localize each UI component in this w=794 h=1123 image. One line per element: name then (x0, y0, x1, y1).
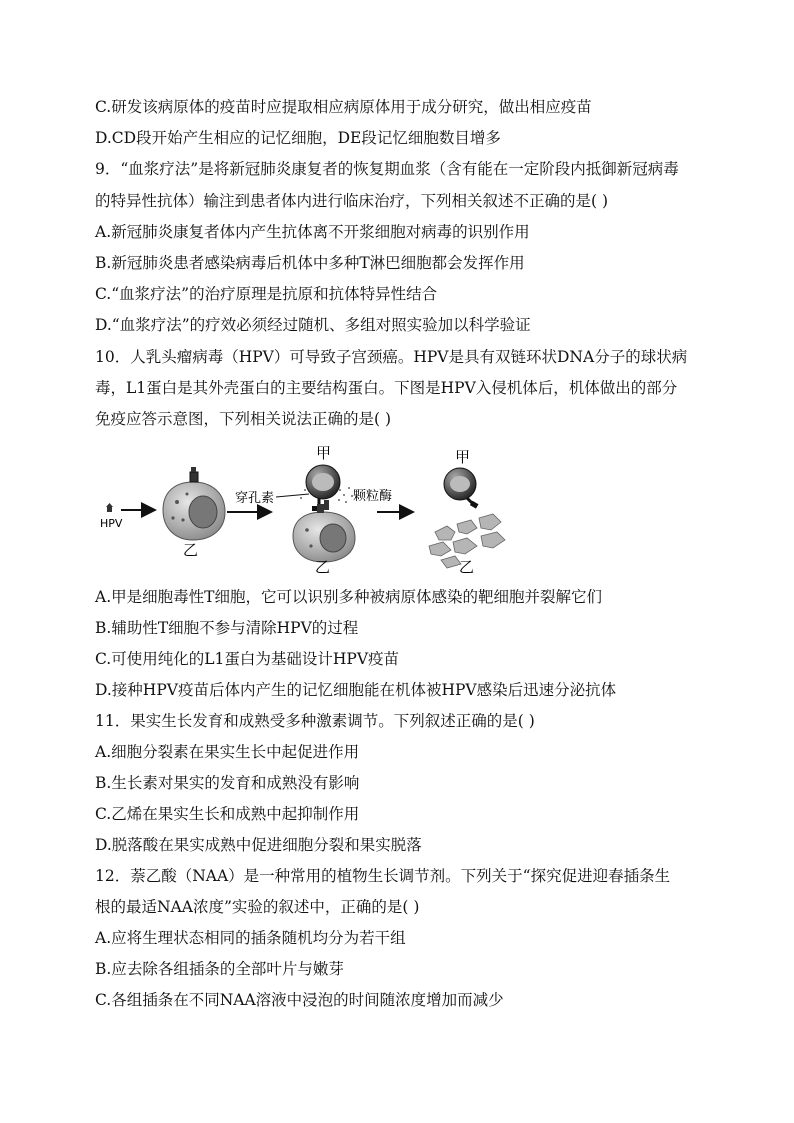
question-9-line2: 的特异性抗体）输注到患者体内进行临床治疗，下列相关叙述不正确的是( ) (95, 192, 609, 210)
option-9b: B.新冠肺炎患者感染病毒后机体中多种T淋巴细胞都会发挥作用 (95, 254, 525, 272)
question-10-line3: 免疫应答示意图，下列相关说法正确的是( ) (95, 410, 392, 428)
hpv-label: HPV (100, 517, 123, 530)
cytotoxic-t-cell-jia-2 (444, 468, 478, 509)
infected-cell-yi-1 (163, 467, 225, 540)
yi-label-1: 乙 (183, 541, 199, 559)
option-10a: A.甲是细胞毒性T细胞，它可以识别多种被病原体感染的靶细胞并裂解它们 (95, 588, 602, 606)
option-12a: A.应将生理状态相同的插条随机均分为若干组 (95, 929, 406, 947)
option-11d: D.脱落酸在果实成熟中促进细胞分裂和果实脱落 (95, 836, 422, 854)
question-9-line1: 9．“血浆疗法”是将新冠肺炎康复者的恢复期血浆（含有能在一定阶段内抵御新冠病毒 (95, 160, 679, 178)
question-12-line1: 12．萘乙酸（NAA）是一种常用的植物生长调节剂。下列关于“探究促进迎春插条生 (95, 867, 671, 885)
yi-label-2: 乙 (315, 558, 331, 575)
option-10b: B.辅助性T细胞不参与清除HPV的过程 (95, 619, 359, 637)
option-10c: C.可使用纯化的L1蛋白为基础设计HPV疫苗 (95, 650, 400, 668)
hpv-virus (106, 503, 113, 512)
infected-cell-yi-2 (293, 504, 355, 562)
perforin-label: 穿孔素 (235, 491, 275, 506)
question-10-line2: 毒，L1蛋白是其外壳蛋白的主要结构蛋白。下图是HPV入侵机体后，机体做出的部分 (95, 379, 678, 397)
option-12b: B.应去除各组插条的全部叶片与嫩芽 (95, 960, 344, 978)
option-9d: D.“血浆疗法”的疗效必须经过随机、多组对照实验加以科学验证 (95, 316, 531, 334)
option-11c: C.乙烯在果实生长和成熟中起抑制作用 (95, 805, 360, 823)
perforin-pointer (276, 494, 309, 497)
option-9a: A.新冠肺炎康复者体内产生抗体离不开浆细胞对病毒的识别作用 (95, 223, 530, 241)
option-12c: C.各组插条在不同NAA溶液中浸泡的时间随浓度增加而减少 (95, 991, 504, 1009)
question-12-line2: 根的最适NAA浓度”实验的叙述中，正确的是( ) (95, 898, 420, 916)
option-11b: B.生长素对果实的发育和成熟没有影响 (95, 774, 360, 792)
yi-label-3: 乙 (459, 558, 475, 575)
jia-label-1: 甲 (316, 444, 332, 462)
option-8c: C.研发该病原体的疫苗时应提取相应病原体用于成分研究，做出相应疫苗 (95, 98, 592, 116)
option-10d: D.接种HPV疫苗后体内产生的记忆细胞能在机体被HPV感染后迅速分泌抗体 (95, 681, 617, 699)
option-8d: D.CD段开始产生相应的记忆细胞，DE段记忆细胞数目增多 (95, 129, 501, 147)
granzyme-label: 颗粒酶 (353, 489, 393, 504)
question-10-line1: 10．人乳头瘤病毒（HPV）可导致子宫颈癌。HPV是具有双链环状DNA分子的球状病 (95, 348, 688, 366)
jia-label-2: 甲 (455, 448, 471, 466)
question-11: 11．果实生长发育和成熟受多种激素调节。下列叙述正确的是( ) (95, 712, 535, 730)
option-9c: C.“血浆疗法”的治疗原理是抗原和抗体特异性结合 (95, 285, 438, 303)
immune-response-diagram (95, 440, 535, 575)
option-11a: A.细胞分裂素在果实生长中起促进作用 (95, 743, 360, 761)
